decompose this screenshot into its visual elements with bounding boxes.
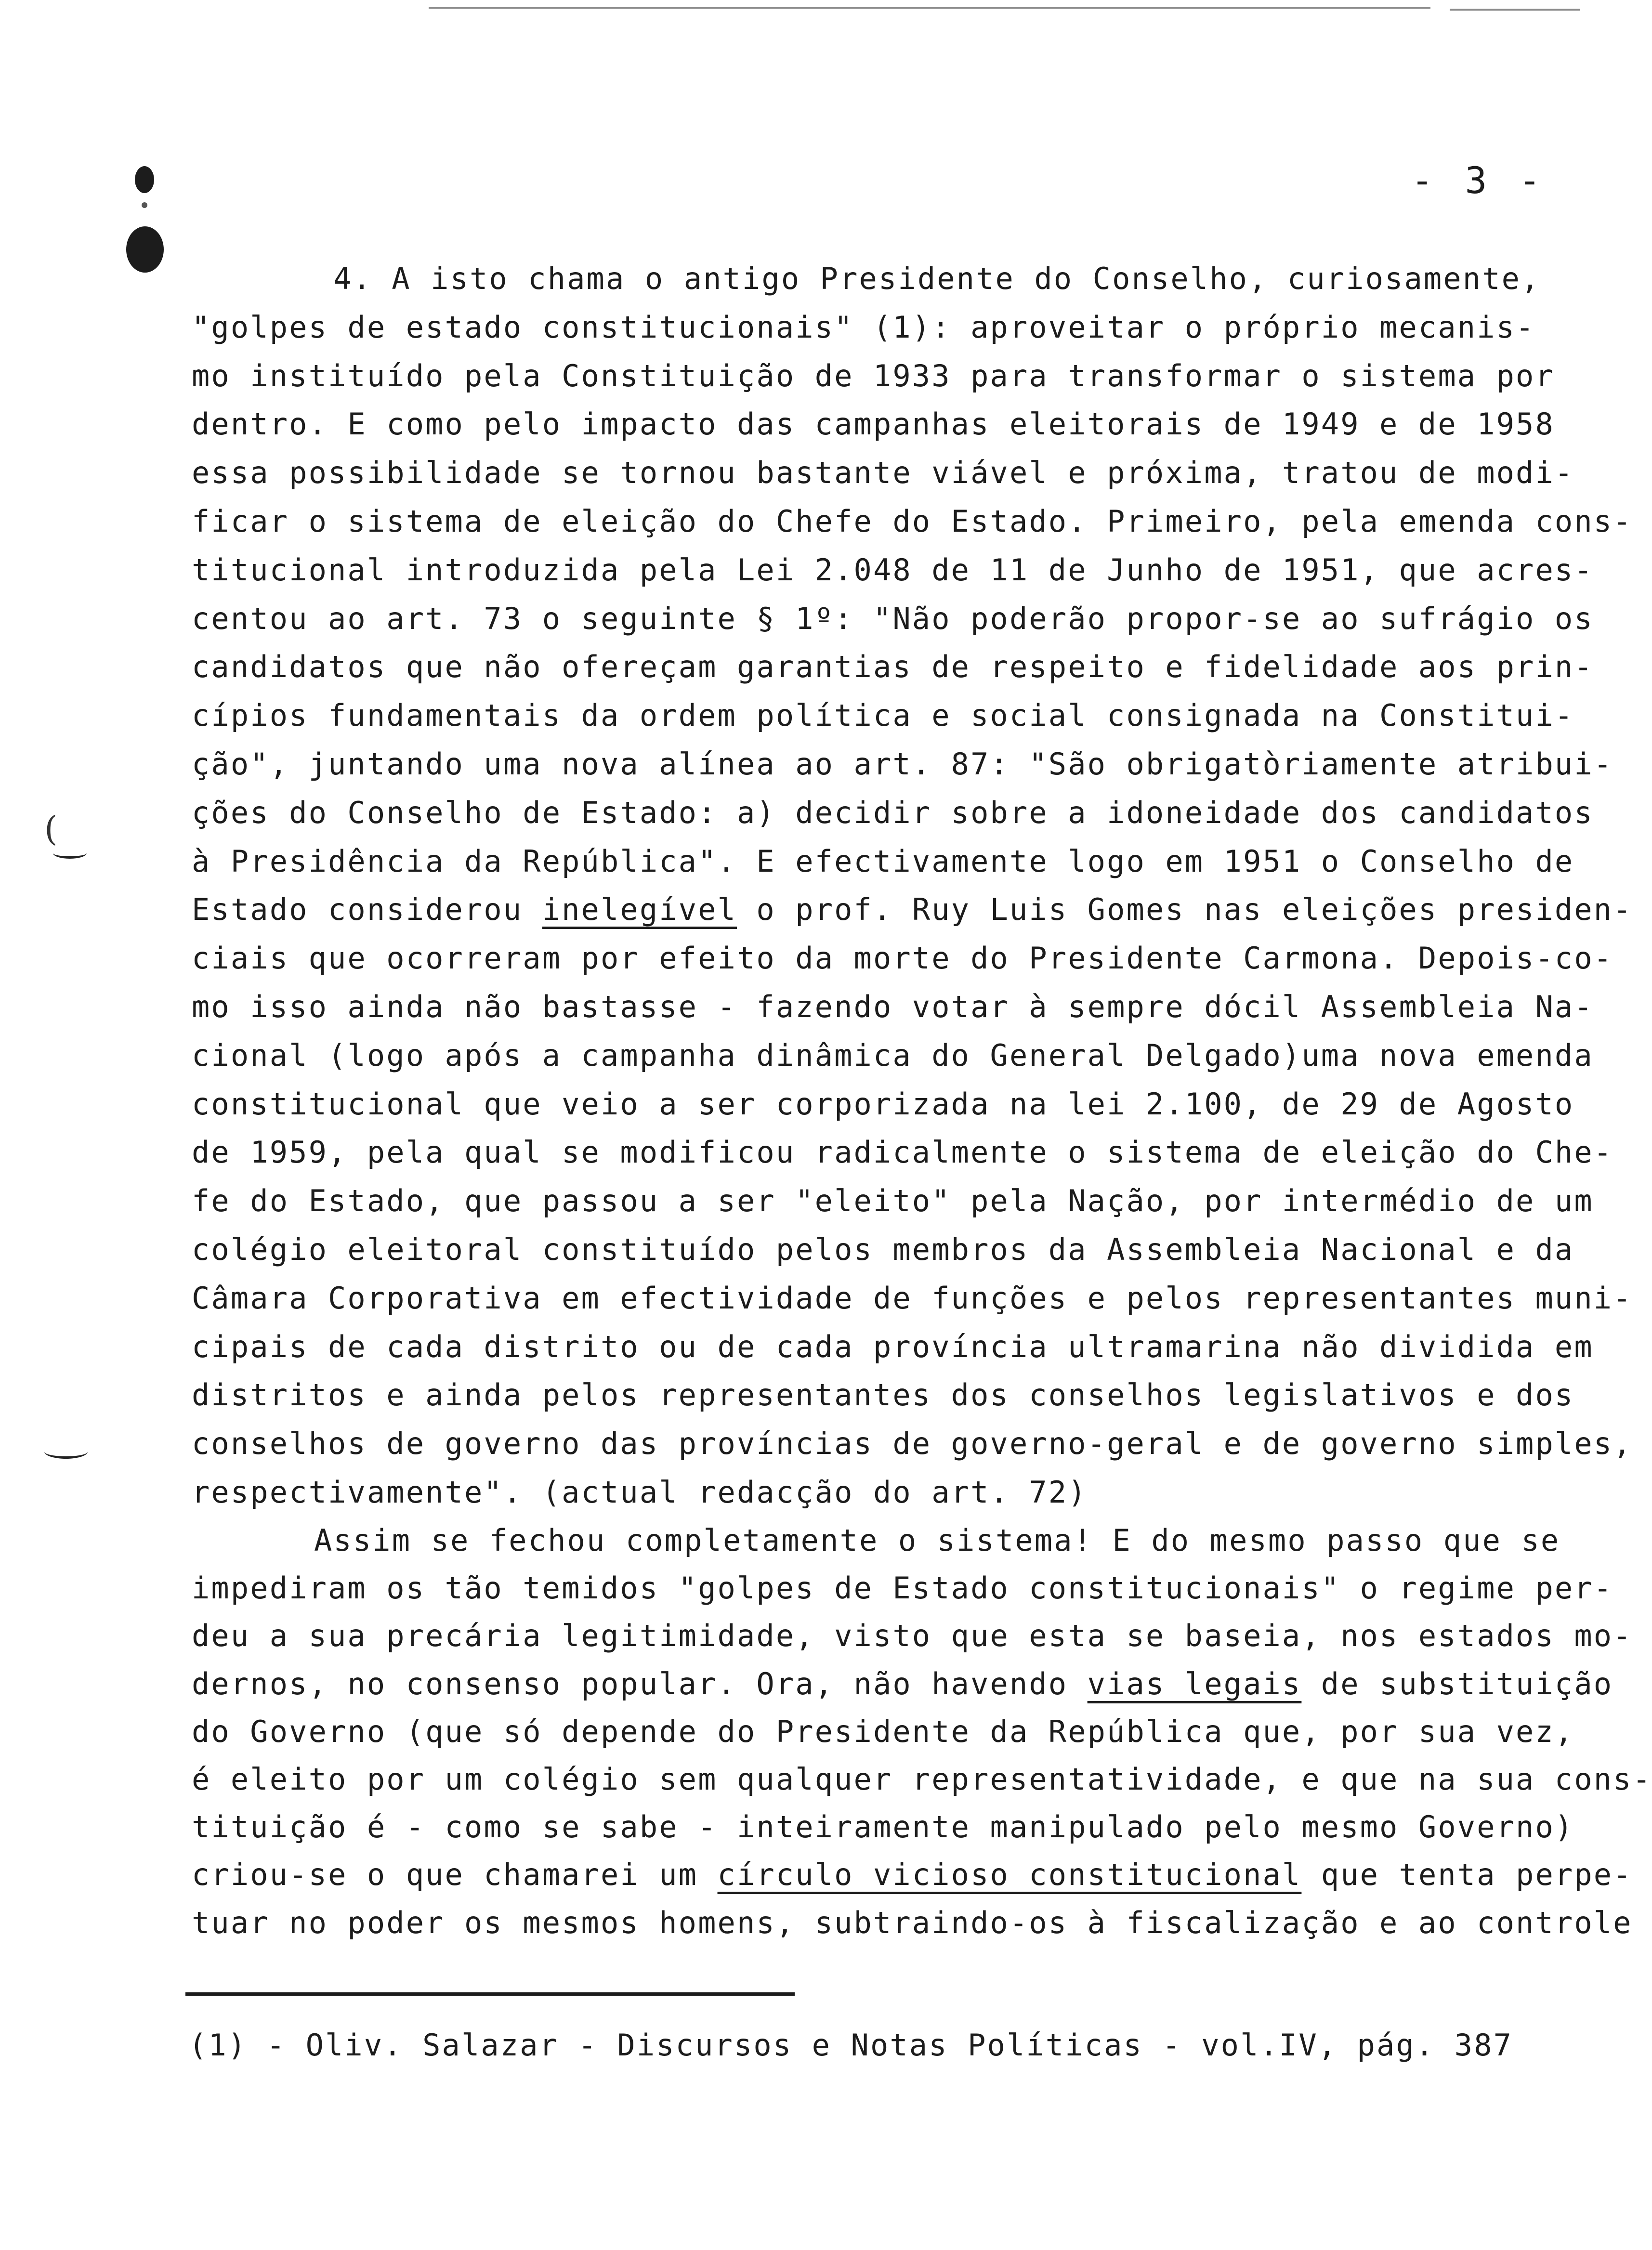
text-line xyxy=(314,1523,1560,1558)
text-segment: colégio eleitoral constituído pelos membros da Assembleia Nacional e da xyxy=(192,1232,1574,1267)
text-line xyxy=(192,1135,1613,1170)
text-line xyxy=(192,1570,1613,1606)
text-segment: ção", juntando uma nova alínea ao art. 87: "São obrigatòriamente atribui- xyxy=(192,746,1613,782)
text-segment: Estado considerou xyxy=(192,892,542,927)
text-segment: mo isso ainda não bastasse - fazendo votar à sempre dócil Assembleia Na- xyxy=(192,989,1594,1024)
text-segment: ciais que ocorreram por efeito da morte do Presidente Carmona. Depois-co- xyxy=(192,941,1613,976)
margin-arc-mark-upper xyxy=(53,848,87,859)
text-line xyxy=(192,892,1633,927)
text-line xyxy=(192,1618,1633,1653)
underlined-term: círculo vicioso constitucional xyxy=(717,1857,1302,1892)
footnote: (1) - Oliv. Salazar - Discursos e Notas Políticas - vol.IV, pág. 387 xyxy=(189,2028,1513,2063)
text-line xyxy=(192,552,1594,588)
text-line xyxy=(192,1038,1594,1073)
text-line xyxy=(192,455,1574,490)
text-segment: titucional introduzida pela Lei 2.048 de 11 de Junho de 1951, que acres- xyxy=(192,552,1594,588)
text-segment: do Governo (que só depende do Presidente da República que, por sua vez, xyxy=(192,1714,1574,1749)
text-segment: impediram os tão temidos "golpes de Estado constitucionais" o regime per- xyxy=(192,1570,1613,1606)
text-line xyxy=(192,1857,1633,1892)
margin-parenthesis-mark: ( xyxy=(44,809,58,849)
text-segment: de substituição xyxy=(1301,1666,1613,1701)
text-line xyxy=(192,1281,1633,1316)
text-line xyxy=(333,261,1541,296)
text-segment: candidatos que não ofereçam garantias de respeito e fidelidade aos prin- xyxy=(192,649,1594,684)
page-number: - 3 - xyxy=(1411,159,1546,202)
text-segment: ficar o sistema de eleição do Chefe do Estado. Primeiro, pela emenda cons- xyxy=(192,504,1633,539)
text-line xyxy=(192,1426,1633,1461)
text-segment: ções do Conselho de Estado: a) decidir sobre a idoneidade dos candidatos xyxy=(192,795,1594,830)
text-line xyxy=(192,1232,1574,1267)
text-line xyxy=(192,1666,1613,1701)
text-line xyxy=(192,1377,1574,1413)
text-line xyxy=(192,844,1574,879)
text-line xyxy=(192,1475,1088,1510)
text-segment: de 1959, pela qual se modificou radicalmente o sistema de eleição do Che- xyxy=(192,1135,1613,1170)
text-segment: Assim se fechou completamente o sistema! E do mesmo passo que se xyxy=(314,1523,1560,1558)
text-segment: deu a sua precária legitimidade, visto que esta se baseia, nos estados mo- xyxy=(192,1618,1633,1653)
text-segment: é eleito por um colégio sem qualquer representatividade, e que na sua cons- xyxy=(192,1762,1652,1797)
text-segment: "golpes de estado constitucionais" (1): aproveitar o próprio mecanis- xyxy=(192,310,1535,345)
text-segment: cional (logo após a campanha dinâmica do General Delgado)uma nova emenda xyxy=(192,1038,1594,1073)
text-line xyxy=(192,1714,1574,1749)
ink-dot xyxy=(142,202,147,208)
text-segment: essa possibilidade se tornou bastante viável e próxima, tratou de modi- xyxy=(192,455,1574,490)
text-segment: conselhos de governo das províncias de governo-geral e de governo simples, xyxy=(192,1426,1633,1461)
text-line xyxy=(192,310,1535,345)
text-line xyxy=(192,601,1594,636)
text-line xyxy=(192,1762,1652,1797)
top-rule-left xyxy=(429,7,1430,9)
underlined-term: vias legais xyxy=(1087,1666,1302,1701)
text-segment: mo instituído pela Constituição de 1933 para transformar o sistema por xyxy=(192,358,1555,393)
text-line xyxy=(192,504,1633,539)
margin-arc-mark-lower xyxy=(44,1445,88,1459)
text-line xyxy=(192,1905,1633,1940)
text-segment: 4. A isto chama o antigo Presidente do Conselho, curiosamente, xyxy=(333,261,1541,296)
text-segment: tituição é - como se sabe - inteiramente manipulado pelo mesmo Governo) xyxy=(192,1809,1574,1844)
text-segment: cípios fundamentais da ordem política e social consignada na Constitui- xyxy=(192,698,1574,733)
text-segment: que tenta perpe- xyxy=(1301,1857,1633,1892)
text-segment: dentro. E como pelo impacto das campanhas eleitorais de 1949 e de 1958 xyxy=(192,406,1555,442)
text-line xyxy=(192,406,1555,442)
text-line xyxy=(192,358,1555,393)
top-rule-right xyxy=(1450,9,1580,11)
text-segment: fe do Estado, que passou a ser "eleito" pela Nação, por intermédio de um xyxy=(192,1183,1594,1218)
text-segment: cipais de cada distrito ou de cada província ultramarina não dividida em xyxy=(192,1329,1594,1364)
underlined-term: inelegível xyxy=(542,892,737,927)
text-line xyxy=(192,795,1594,830)
text-segment: dernos, no consenso popular. Ora, não havendo xyxy=(192,1666,1088,1701)
text-segment: constitucional que veio a ser corporizada na lei 2.100, de 29 de Agosto xyxy=(192,1086,1574,1122)
text-segment: centou ao art. 73 o seguinte § 1º: "Não poderão propor-se ao sufrágio os xyxy=(192,601,1594,636)
text-segment: criou-se o que chamarei um xyxy=(192,1857,718,1892)
text-segment: tuar no poder os mesmos homens, subtraindo-os à fiscalização e ao controle xyxy=(192,1905,1633,1940)
footnote-divider xyxy=(185,1992,795,1996)
text-line xyxy=(192,746,1613,782)
text-line xyxy=(192,941,1613,976)
text-line xyxy=(192,649,1594,684)
text-line xyxy=(192,1809,1574,1844)
ink-blot-bottom xyxy=(126,226,164,273)
text-line xyxy=(192,1183,1594,1218)
text-segment: distritos e ainda pelos representantes dos conselhos legislativos e dos xyxy=(192,1377,1574,1413)
text-line xyxy=(192,698,1574,733)
text-segment: o prof. Ruy Luis Gomes nas eleições presiden- xyxy=(736,892,1633,927)
text-segment: respectivamente". (actual redacção do art. 72) xyxy=(192,1475,1088,1510)
text-line xyxy=(192,1086,1574,1122)
text-segment: Câmara Corporativa em efectividade de funções e pelos representantes muni- xyxy=(192,1281,1633,1316)
text-line xyxy=(192,989,1594,1024)
ink-blot-top xyxy=(135,166,154,193)
text-line xyxy=(192,1329,1594,1364)
text-segment: à Presidência da República". E efectivamente logo em 1951 o Conselho de xyxy=(192,844,1574,879)
